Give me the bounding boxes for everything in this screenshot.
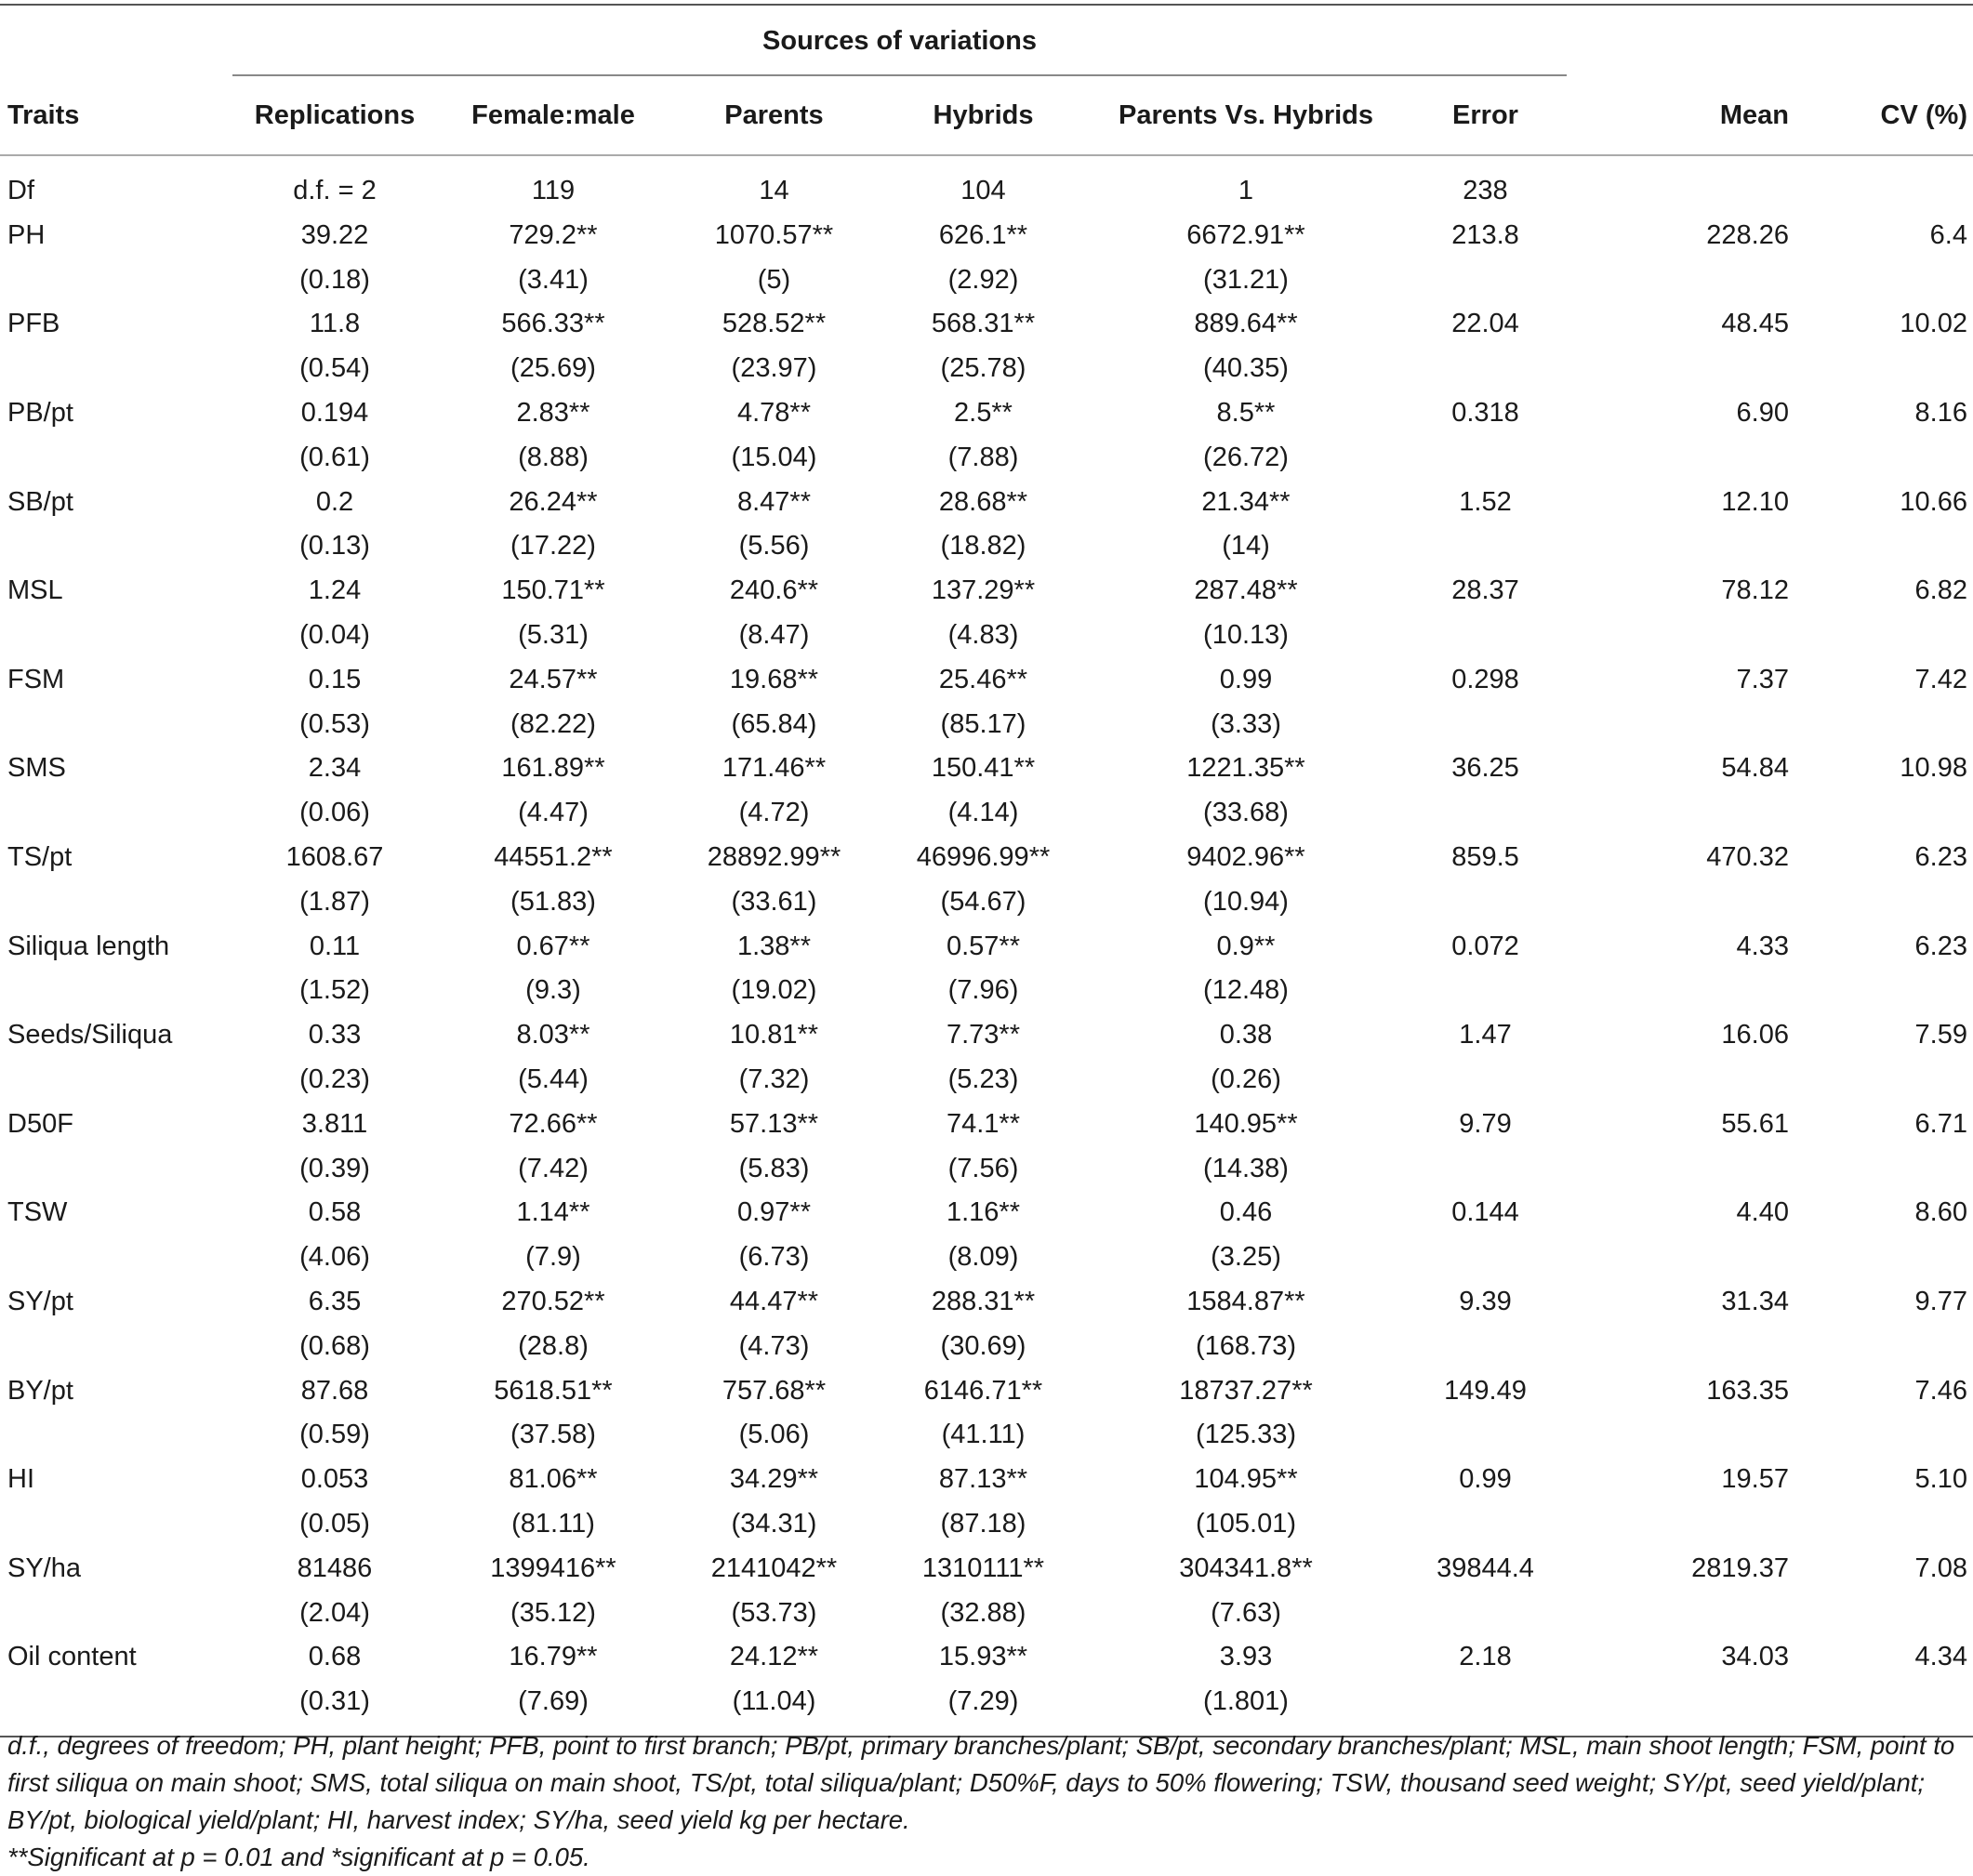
value-cell: 7.73** [946,1020,1020,1050]
table-row [0,569,1973,614]
anova-table [0,4,1973,1737]
column-header: Traits [0,76,232,155]
table-subrow [0,1058,1973,1103]
value-cell: 3.811 [301,1108,368,1139]
group-header-row [0,5,1973,76]
percent-cell: (32.88) [940,1597,1026,1628]
percent-cell: (9.3) [525,975,581,1006]
table-row [0,1103,1973,1147]
column-header: Female:male [437,76,669,155]
df-cell: 1 [1238,176,1254,205]
value-cell: 0.97** [736,1197,811,1228]
value-cell: 2819.37 [1691,1552,1789,1583]
value-cell: 568.31** [931,309,1036,339]
percent-cell: (8.88) [518,442,589,472]
value-cell: 161.89** [501,753,605,784]
value-cell: 140.95** [1194,1108,1298,1139]
value-cell: 8.03** [516,1020,590,1050]
value-cell: 288.31** [931,1286,1036,1316]
percent-cell: (0.13) [299,531,370,561]
column-header: CV (%) [1794,76,1973,155]
value-cell: 0.2 [315,486,354,517]
value-cell: 28892.99** [707,841,841,872]
value-cell: 4.78** [736,397,811,428]
percent-cell: (7.32) [738,1064,810,1094]
trait-name: PB/pt [7,397,73,428]
column-header-row [0,76,1973,155]
table-row [0,302,1973,347]
percent-cell: (17.22) [510,531,596,561]
df-cell: 119 [531,176,576,205]
trait-name: TS/pt [7,841,73,872]
column-header: Parents Vs. Hybrids [1088,76,1404,155]
percent-cell: (53.73) [731,1597,817,1628]
value-cell: 6.23 [1914,931,1967,961]
value-cell: 0.15 [308,664,362,694]
value-cell: 16.79** [509,1642,598,1672]
percent-cell: (10.94) [1203,886,1289,917]
trait-name: SY/pt [7,1286,73,1316]
table-row [0,746,1973,791]
trait-name: PH [7,219,46,250]
value-cell: 6.4 [1929,219,1967,250]
table-subrow [0,969,1973,1013]
percent-cell: (40.35) [1203,353,1289,384]
df-cell: 14 [759,176,789,205]
value-cell: 0.072 [1451,931,1519,961]
value-cell: 470.32 [1706,841,1789,872]
trait-name: Siliqua length [7,931,170,961]
percent-cell: (34.31) [731,1508,817,1539]
value-cell: 12.10 [1721,486,1789,517]
value-cell: 0.38 [1219,1020,1273,1050]
value-cell: 34.03 [1721,1642,1789,1672]
value-cell: 5.10 [1914,1464,1967,1495]
table-row [0,1635,1973,1680]
value-cell: 0.11 [309,931,361,961]
value-cell: 4.34 [1914,1642,1967,1672]
value-cell: 2.5** [954,397,1013,428]
percent-cell: (5.23) [947,1064,1019,1094]
percent-cell: (3.33) [1211,708,1281,739]
percent-cell: (0.18) [299,264,370,295]
value-cell: 87.13** [938,1464,1028,1495]
percent-cell: (33.61) [731,886,817,917]
value-cell: 11.8 [309,309,361,339]
value-cell: 48.45 [1721,309,1789,339]
table-subrow [0,1147,1973,1192]
value-cell: 78.12 [1721,575,1789,606]
percent-cell: (12.48) [1203,975,1289,1006]
trait-name: FSM [7,664,65,694]
value-cell: 10.98 [1900,753,1967,784]
table-row [0,1013,1973,1058]
percent-cell: (1.87) [299,886,370,917]
value-cell: 1.47 [1459,1020,1512,1050]
percent-cell: (65.84) [731,708,817,739]
footnote-significance: **Significant at p = 0.01 and *significant at p = 0.05. [7,1843,590,1871]
value-cell: 8.5** [1216,397,1276,428]
percent-cell: (0.05) [299,1508,370,1539]
value-cell: 528.52** [722,309,827,339]
value-cell: 0.57** [946,931,1020,961]
table-row [0,1280,1973,1325]
footnote-abbreviations: d.f., degrees of freedom; PH, plant height; PFB, point to first branch; PB/pt, primary branches/plant; SB/pt, secondary branches/plant; MSL, main shoot length; FSM, point to first siliqua on main shoot; SMS, total siliqua on main shoot, TS/pt, total siliqua/plant; D50%F, days to 50% flowering; TSW, thousand seed weight; SY/pt, seed yield/plant; BY/pt, biological yield/plant; HI, harvest index; SY/ha, seed yield kg per hectare. [7,1731,1955,1834]
value-cell: 8.16 [1914,397,1967,428]
percent-cell: (6.73) [738,1242,810,1273]
value-cell: 6672.91** [1186,219,1305,250]
value-cell: 28.68** [938,486,1028,517]
percent-cell: (0.06) [299,798,370,828]
trait-name: HI [7,1464,34,1495]
value-cell: 22.04 [1451,309,1519,339]
table-subrow [0,1325,1973,1369]
percent-cell: (87.18) [940,1508,1026,1539]
value-cell: 0.144 [1451,1197,1519,1228]
footnotes [7,1727,1966,1876]
value-cell: 1399416** [490,1552,616,1583]
table-subrow [0,791,1973,836]
df-cell [1794,155,1973,214]
percent-cell: (7.42) [518,1153,589,1183]
df-cell: d.f. = 2 [293,176,377,205]
percent-cell: (51.83) [510,886,596,917]
value-cell: 228.26 [1706,219,1789,250]
table-subrow [0,880,1973,925]
percent-cell: (2.92) [947,264,1019,295]
value-cell: 10.02 [1900,309,1967,339]
percent-cell: (4.06) [299,1242,370,1273]
percent-cell: (23.97) [731,353,817,384]
value-cell: 6146.71** [923,1375,1043,1406]
column-header: Replications [232,76,437,155]
table-row [0,1547,1973,1592]
value-cell: 566.33** [501,309,605,339]
value-cell: 6.23 [1914,841,1967,872]
value-cell: 1.24 [308,575,362,606]
value-cell: 2141042** [710,1552,838,1583]
percent-cell: (125.33) [1195,1420,1296,1450]
value-cell: 7.42 [1914,664,1967,694]
percent-cell: (3.25) [1211,1242,1281,1273]
value-cell: 889.64** [1194,309,1298,339]
value-cell: 626.1** [938,219,1028,250]
value-cell: 9402.96** [1186,841,1305,872]
value-cell: 0.9** [1216,931,1276,961]
percent-cell: (33.68) [1203,798,1289,828]
percent-cell: (4.14) [947,798,1019,828]
value-cell: 57.13** [729,1108,819,1139]
percent-cell: (7.96) [947,975,1019,1006]
value-cell: 34.29** [729,1464,819,1495]
value-cell: 7.08 [1914,1552,1967,1583]
percent-cell: (4.47) [518,798,589,828]
trait-name: BY/pt [7,1375,73,1406]
percent-cell: (5.44) [518,1064,589,1094]
value-cell: 137.29** [931,575,1036,606]
value-cell: 213.8 [1451,219,1519,250]
table-subrow [0,347,1973,391]
table-row [0,391,1973,436]
percent-cell: (0.68) [299,1330,370,1361]
value-cell: 9.39 [1459,1286,1512,1316]
value-cell: 44551.2** [494,841,613,872]
value-cell: 8.47** [736,486,811,517]
value-cell: 46996.99** [916,841,1051,872]
value-cell: 28.37 [1451,575,1519,606]
percent-cell: (0.31) [232,1680,437,1737]
percent-cell: (4.72) [738,798,810,828]
table-body [0,155,1973,1737]
percent-cell: (7.56) [947,1153,1019,1183]
value-cell: 149.49 [1444,1375,1527,1406]
value-cell: 10.66 [1900,486,1967,517]
value-cell: 2.34 [308,753,362,784]
table-subrow [0,703,1973,747]
value-cell: 9.79 [1459,1108,1512,1139]
percent-cell: (7.69) [437,1680,669,1737]
value-cell: 7.46 [1914,1375,1967,1406]
percent-cell: (0.54) [299,353,370,384]
value-cell: 26.24** [509,486,598,517]
percent-cell: (54.67) [940,886,1026,917]
value-cell: 0.99 [1459,1464,1512,1495]
percent-cell: (7.9) [525,1242,581,1273]
percent-cell: (0.59) [299,1420,370,1450]
percent-cell: (28.8) [518,1330,589,1361]
df-cell: 104 [960,176,1006,205]
value-cell: 72.66** [509,1108,598,1139]
value-cell: 0.68 [308,1642,362,1672]
percent-cell: (10.13) [1203,619,1289,650]
value-cell: 54.84 [1721,753,1789,784]
table-row [0,836,1973,880]
percent-cell: (26.72) [1203,442,1289,472]
value-cell: 6.35 [308,1286,362,1316]
table-subrow [0,524,1973,569]
value-cell: 240.6** [729,575,819,606]
value-cell: 270.52** [501,1286,605,1316]
value-cell: 2.18 [1459,1642,1512,1672]
percent-cell: (0.61) [299,442,370,472]
percent-cell: (5.31) [518,619,589,650]
value-cell: 171.46** [722,753,827,784]
percent-cell: (0.26) [1211,1064,1281,1094]
value-cell: 4.33 [1736,931,1789,961]
value-cell: 287.48** [1194,575,1298,606]
value-cell: 21.34** [1201,486,1291,517]
value-cell: 7.37 [1736,664,1789,694]
table-subrow [0,1502,1973,1547]
value-cell: 1221.35** [1186,753,1305,784]
percent-cell: (168.73) [1195,1330,1296,1361]
percent-cell: (4.73) [738,1330,810,1361]
percent-cell: (30.69) [940,1330,1026,1361]
value-cell: 729.2** [509,219,598,250]
table-row [0,925,1973,970]
value-cell: 1.38** [736,931,811,961]
group-header: Sources of variations [232,5,1567,76]
percent-cell: (4.83) [947,619,1019,650]
value-cell: 31.34 [1721,1286,1789,1316]
table-row [0,1191,1973,1235]
table-row [0,1369,1973,1414]
percent-cell: (37.58) [510,1420,596,1450]
percent-cell: (2.04) [299,1597,370,1628]
column-header: Mean [1567,76,1794,155]
percent-cell: (0.39) [299,1153,370,1183]
table-row [0,214,1973,258]
percent-cell: (0.23) [299,1064,370,1094]
value-cell: 1070.57** [714,219,834,250]
table-row [0,658,1973,703]
table-subrow [0,1413,1973,1458]
percent-cell: (11.04) [669,1680,879,1737]
trait-name: TSW [7,1197,68,1228]
percent-cell: (14.38) [1203,1153,1289,1183]
df-row [0,155,1973,214]
value-cell: 0.46 [1219,1197,1273,1228]
value-cell: 1584.87** [1186,1286,1305,1316]
percent-cell: (0.04) [299,619,370,650]
percent-cell: (25.78) [940,353,1026,384]
value-cell: 1.14** [516,1197,590,1228]
value-cell: 150.41** [931,753,1036,784]
value-cell: 0.99 [1219,664,1273,694]
value-cell: 1310111** [921,1552,1045,1583]
value-cell: 8.60 [1914,1197,1967,1228]
value-cell: 6.90 [1736,397,1789,428]
trait-name: PFB [7,309,60,339]
value-cell: 0.298 [1451,664,1519,694]
value-cell: 150.71** [501,575,605,606]
trait-name: SB/pt [7,486,73,517]
value-cell: 0.33 [308,1020,362,1050]
value-cell: 1.52 [1459,486,1512,517]
value-cell: 0.194 [300,397,369,428]
value-cell: 19.68** [729,664,819,694]
percent-cell: (0.53) [299,708,370,739]
column-header: Hybrids [879,76,1088,155]
percent-cell: (25.69) [510,353,596,384]
value-cell: 4.40 [1736,1197,1789,1228]
percent-cell: (14) [1222,531,1270,561]
value-cell: 24.12** [729,1642,819,1672]
value-cell: 81486 [297,1552,373,1583]
percent-cell: (85.17) [940,708,1026,739]
value-cell: 859.5 [1451,841,1519,872]
value-cell: 25.46** [938,664,1028,694]
percent-cell: (105.01) [1195,1508,1296,1539]
value-cell: 7.59 [1914,1020,1967,1050]
percent-cell: (5) [757,264,791,295]
percent-cell: (7.63) [1211,1597,1281,1628]
value-cell: 81.06** [509,1464,598,1495]
percent-cell: (1.801) [1088,1680,1404,1737]
trait-name: SY/ha [7,1552,81,1583]
percent-cell: (81.11) [511,1508,595,1539]
value-cell: 104.95** [1194,1464,1298,1495]
percent-cell: (18.82) [940,531,1026,561]
trait-name: MSL [7,575,63,606]
percent-cell: (7.29) [879,1680,1088,1737]
percent-cell: (5.56) [738,531,810,561]
value-cell: 55.61 [1721,1108,1789,1139]
value-cell: 6.82 [1914,575,1967,606]
value-cell: 15.93** [938,1642,1028,1672]
percent-cell: (8.47) [738,619,810,650]
table-subrow [0,614,1973,658]
value-cell: 757.68** [722,1375,827,1406]
df-cell: 238 [1463,176,1508,205]
value-cell: 74.1** [946,1108,1020,1139]
percent-cell: (8.09) [947,1242,1019,1273]
value-cell: 5618.51** [494,1375,613,1406]
value-cell: 0.318 [1451,397,1519,428]
value-cell: 163.35 [1706,1375,1789,1406]
percent-cell: (7.88) [947,442,1019,472]
value-cell: 304341.8** [1179,1552,1313,1583]
table-row [0,481,1973,525]
percent-cell: (82.22) [510,708,596,739]
percent-cell: (3.41) [518,264,589,295]
value-cell: 1.16** [946,1197,1020,1228]
value-cell: 1608.67 [285,841,384,872]
df-cell: Df [7,176,34,205]
value-cell: 87.68 [300,1375,369,1406]
percent-cell: (31.21) [1203,264,1289,295]
column-header: Error [1404,76,1567,155]
percent-cell: (5.83) [738,1153,810,1183]
value-cell: 36.25 [1451,753,1519,784]
value-cell: 44.47** [729,1286,819,1316]
value-cell: 16.06 [1721,1020,1789,1050]
value-cell: 10.81** [729,1020,819,1050]
table-subrow [0,1592,1973,1636]
value-cell: 39.22 [300,219,369,250]
value-cell: 2.83** [516,397,590,428]
value-cell: 9.77 [1914,1286,1967,1316]
value-cell: 3.93 [1219,1642,1273,1672]
percent-cell: (15.04) [731,442,817,472]
value-cell: 24.57** [509,664,598,694]
table-subrow [0,258,1973,303]
percent-cell: (5.06) [738,1420,810,1450]
value-cell: 6.71 [1914,1108,1967,1139]
percent-cell: (41.11) [941,1420,1026,1450]
value-cell: 0.67** [516,931,590,961]
value-cell: 39844.4 [1437,1552,1534,1583]
percent-cell: (1.52) [299,975,370,1006]
trait-name: Oil content [7,1642,137,1672]
table-subrow [0,1235,1973,1280]
df-cell [1567,155,1794,214]
value-cell: 19.57 [1721,1464,1789,1495]
percent-cell: (35.12) [510,1597,596,1628]
value-cell: 18737.27** [1179,1375,1313,1406]
value-cell: 0.58 [308,1197,362,1228]
trait-name: Seeds/Siliqua [7,1020,173,1050]
trait-name: D50F [7,1108,73,1139]
table-row [0,1458,1973,1502]
trait-name: SMS [7,753,66,784]
table-subrow [0,436,1973,481]
value-cell: 0.053 [300,1464,369,1495]
percent-cell: (19.02) [731,975,817,1006]
column-header: Parents [669,76,879,155]
